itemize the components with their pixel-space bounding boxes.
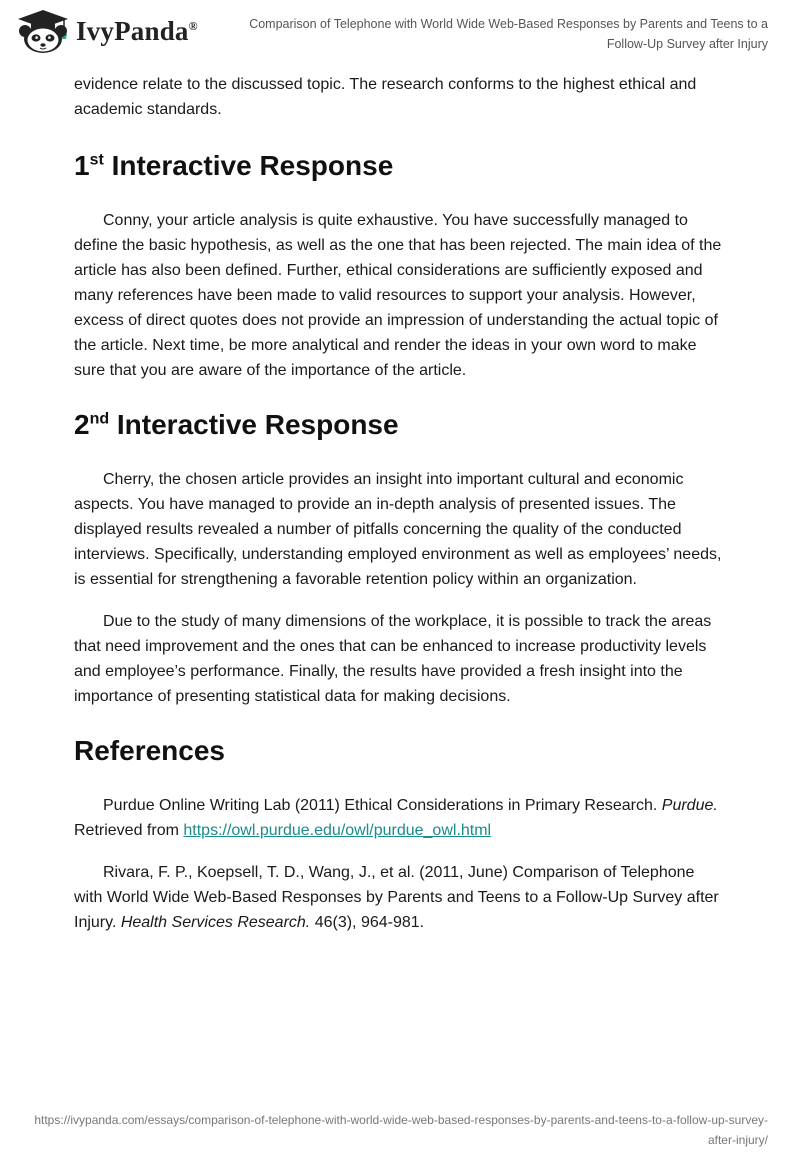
purdue-owl-link[interactable]: https://owl.purdue.edu/owl/purdue_owl.html (183, 822, 492, 839)
page-header (0, 0, 800, 60)
reference-2: Rivara, F. P., Koepsell, T. D., Wang, J., et al. (2011, June) Comparison of Telephone with World Wide Web-Based Responses by Parents and Teens to a Follow-Up Survey after Injury. Health Services Research. 46(3), 964-981. (74, 864, 719, 931)
brand-name: IvyPanda® (76, 15, 198, 46)
second-response-paragraph-1: Cherry, the chosen article provides an insight into important cultural and economic aspects. You have managed to provide an in-depth analysis of presented issues. The displayed results revealed a number of pitfalls concerning the quality of the conducted interviews. Specifically, understanding employed environment as well as employees’ needs, is essential for strengthening a favorable retention policy within an organization. (74, 471, 722, 588)
panda-logo-icon (14, 8, 72, 54)
references-heading: References (74, 735, 225, 766)
first-response-paragraph: Conny, your article analysis is quite exhaustive. You have successfully managed to define the basic hypothesis, as well as the one that has been rejected. The main idea of the article has also been defined. Further, ethical considerations are sufficiently exposed and many references have been made to valid resources to support your analysis. However, excess of direct quotes does not provide an impression of understanding the actual topic of the article. Next time, be more analytical and render the ideas in your own word to make sure that you are aware of the importance of the article. (74, 212, 722, 379)
document-body (74, 72, 726, 935)
reference-1: Purdue Online Writing Lab (2011) Ethical Considerations in Primary Research. Purdue. Retrieved from https://owl.purdue.edu/owl/purdue_owl.html (74, 797, 718, 839)
intro-paragraph: evidence relate to the discussed topic. The research conforms to the highest ethical and academic standards. (74, 76, 697, 118)
second-response-heading: 2nd Interactive Response (74, 409, 399, 440)
document-title: Comparison of Telephone with World Wide Web-Based Responses by Parents and Teens to a Follow-Up Survey after Injury (249, 17, 768, 51)
page-footer-url: https://ivypanda.com/essays/comparison-of-telephone-with-world-wide-web-based-responses-by-parents-and-teens-to-a-follow-up-survey-after-injury/ (34, 1113, 768, 1147)
brand-logo[interactable] (14, 8, 198, 54)
first-response-heading: 1st Interactive Response (74, 150, 394, 181)
second-response-paragraph-2: Due to the study of many dimensions of the workplace, it is possible to track the areas that need improvement and the ones that can be enhanced to increase productivity levels and employee’s performance. Finally, the results have provided a fresh insight into the importance of presenting statistical data for making decisions. (74, 613, 712, 705)
